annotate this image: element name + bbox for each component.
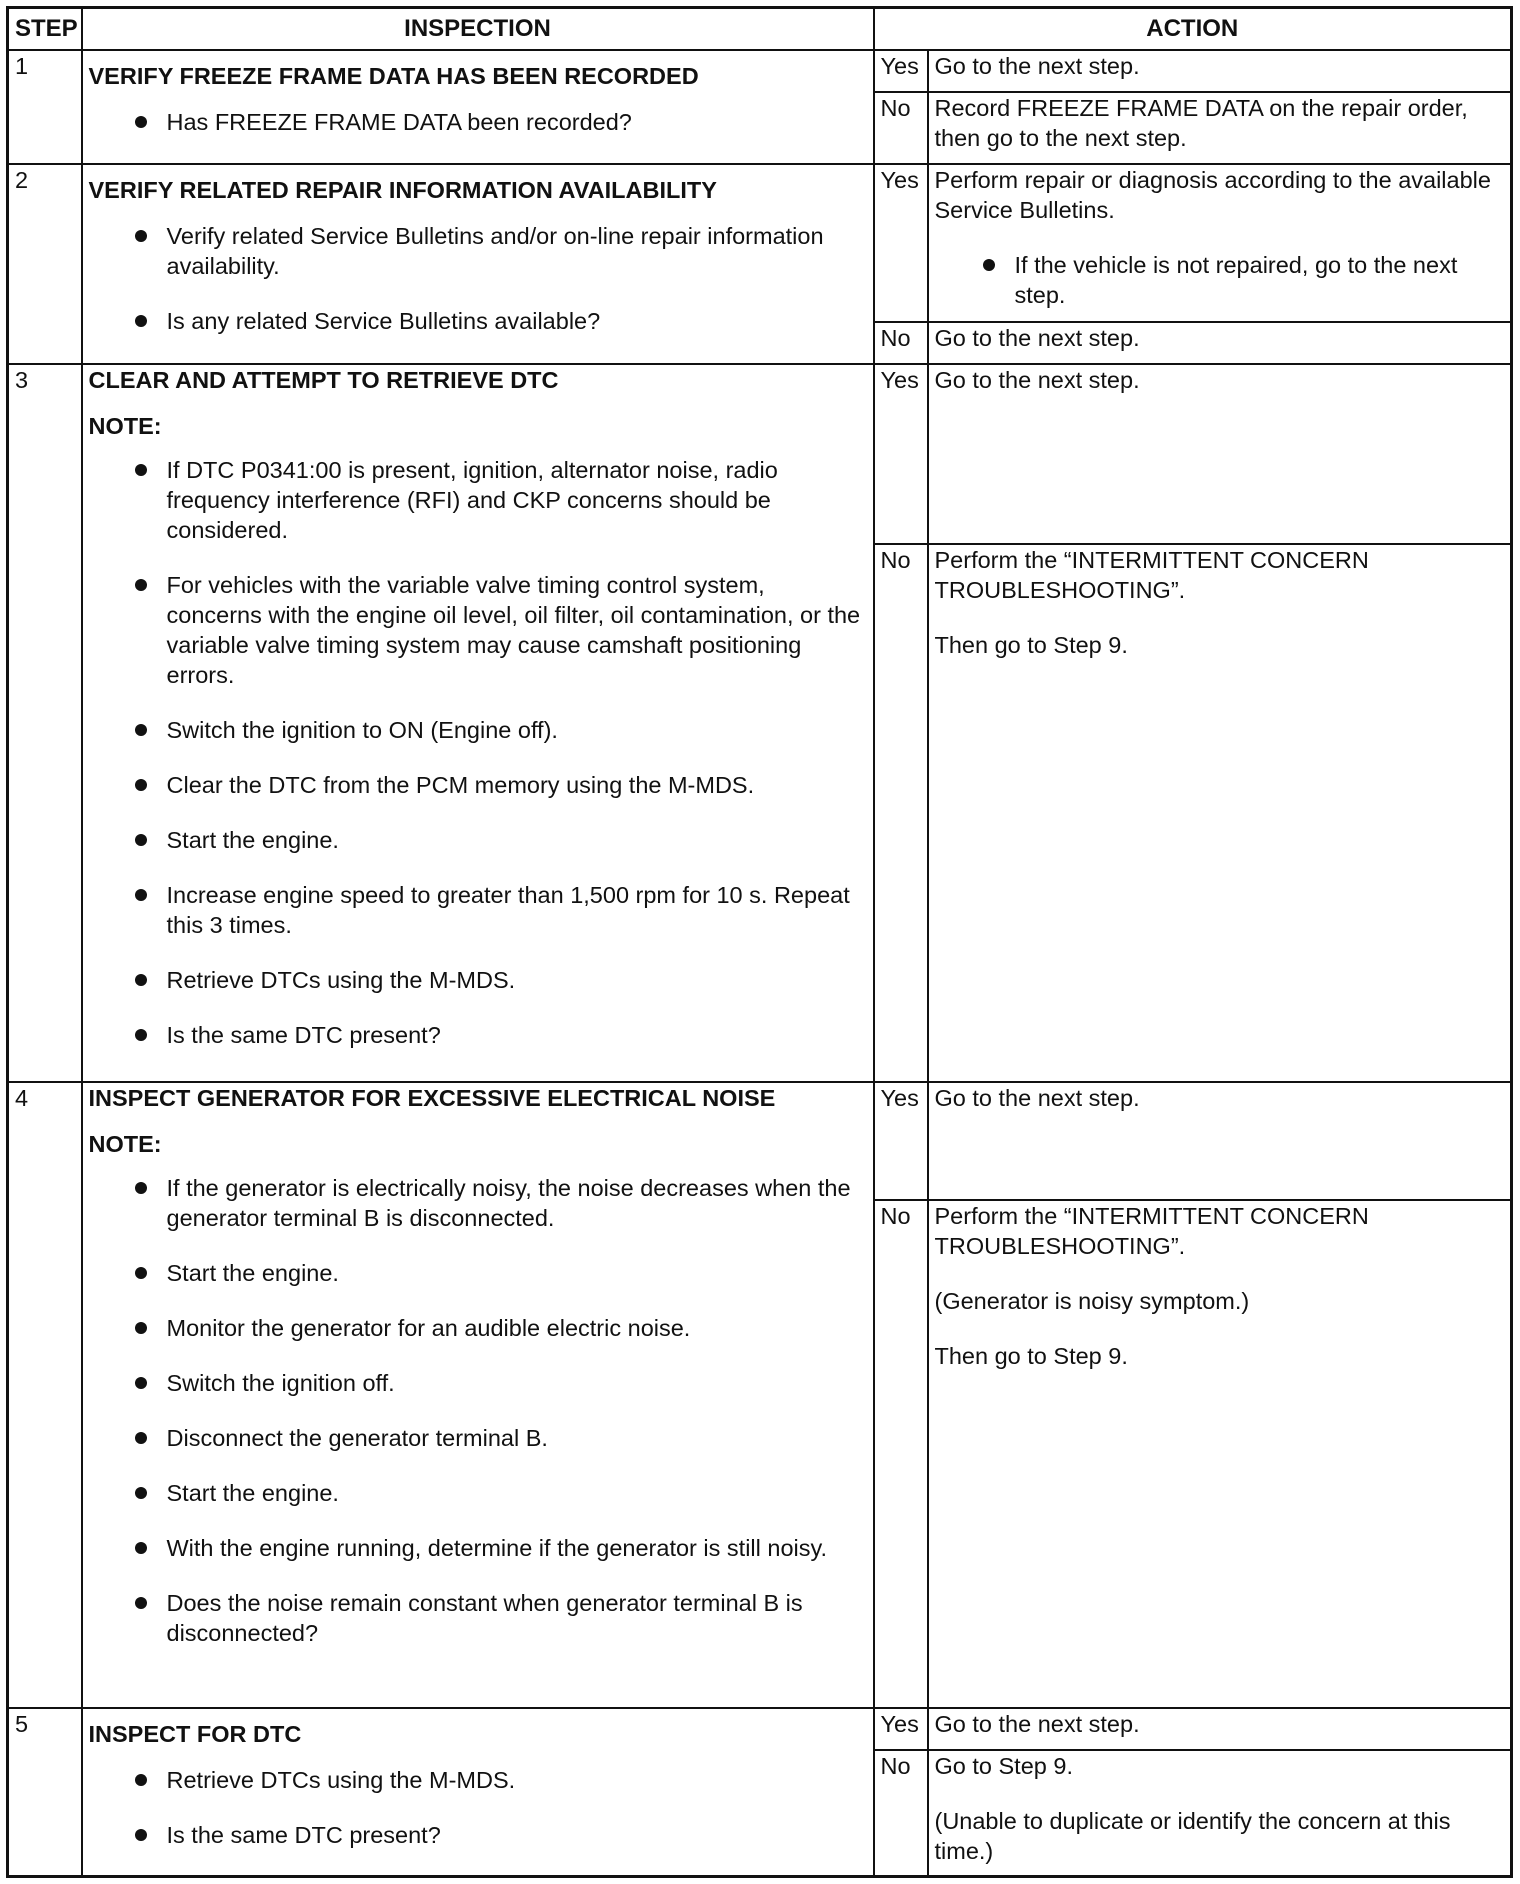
inspection-bullet: Is the same DTC present? <box>89 1820 867 1850</box>
header-step: STEP <box>8 8 82 51</box>
inspection-bullet: For vehicles with the variable valve timing control system, concerns with the engine oil level, oil filter, oil contamination, or the variable valve timing system may cause camshaft positioning errors. <box>89 570 867 690</box>
action-text: Go to the next step. <box>934 325 1140 351</box>
inspection-bullet: Retrieve DTCs using the M-MDS. <box>89 965 867 995</box>
step-inspection <box>82 164 874 364</box>
inspection-bullet: Is the same DTC present? <box>89 1020 867 1050</box>
step-number: 2 <box>8 164 82 364</box>
yes-action <box>928 164 1512 322</box>
inspection-bullet: Monitor the generator for an audible electric noise. <box>89 1313 867 1343</box>
action-text: Then go to Step 9. <box>934 632 1128 658</box>
no-label: No <box>874 544 928 1082</box>
step-number: 5 <box>8 1708 82 1877</box>
header-action: ACTION <box>874 8 1512 51</box>
inspection-bullet: If DTC P0341:00 is present, ignition, alternator noise, radio frequency interference (RFI) and CKP concerns should be considered. <box>89 455 867 545</box>
no-action <box>928 322 1512 364</box>
action-text: (Unable to duplicate or identify the concern at this time.) <box>934 1808 1451 1864</box>
no-label: No <box>874 322 928 364</box>
step-1-yes-row <box>8 50 1512 92</box>
inspection-bullet: With the engine running, determine if the generator is still noisy. <box>89 1533 867 1563</box>
action-text: Record FREEZE FRAME DATA on the repair order, then go to the next step. <box>934 95 1468 151</box>
action-text: Then go to Step 9. <box>934 1343 1128 1369</box>
action-text: Perform the “INTERMITTENT CONCERN TROUBLESHOOTING”. <box>934 1203 1369 1259</box>
inspection-bullet: Start the engine. <box>89 1478 867 1508</box>
yes-label: Yes <box>874 364 928 544</box>
inspection-bullet: Verify related Service Bulletins and/or on-line repair information availability. <box>89 221 867 281</box>
step-title: INSPECT FOR DTC <box>88 1721 302 1747</box>
inspection-bullet: Increase engine speed to greater than 1,500 rpm for 10 s. Repeat this 3 times. <box>89 880 867 940</box>
no-action <box>928 92 1512 164</box>
step-number: 3 <box>8 364 82 1082</box>
step-title: VERIFY FREEZE FRAME DATA HAS BEEN RECORDED <box>88 63 699 89</box>
action-text: (Generator is noisy symptom.) <box>934 1288 1250 1314</box>
inspection-bullet: Does the noise remain constant when generator terminal B is disconnected? <box>89 1588 867 1648</box>
header-inspection: INSPECTION <box>82 8 874 51</box>
step-5-yes-row <box>8 1708 1512 1750</box>
step-title: CLEAR AND ATTEMPT TO RETRIEVE DTC <box>88 367 559 393</box>
inspection-bullet: Switch the ignition to ON (Engine off). <box>89 715 867 745</box>
inspection-bullet: Clear the DTC from the PCM memory using the M-MDS. <box>89 770 867 800</box>
step-number: 4 <box>8 1082 82 1708</box>
step-3-yes-row <box>8 364 1512 544</box>
action-text: Perform the “INTERMITTENT CONCERN TROUBLESHOOTING”. <box>934 547 1369 603</box>
diagnostic-procedure-table <box>6 6 1513 1878</box>
inspection-bullets <box>89 1173 867 1648</box>
action-text: Go to Step 9. <box>934 1753 1073 1779</box>
yes-action <box>928 1082 1512 1200</box>
inspection-bullets <box>89 1765 867 1850</box>
no-action <box>928 1750 1512 1877</box>
no-action <box>928 544 1512 1082</box>
yes-action <box>928 364 1512 544</box>
yes-label: Yes <box>874 50 928 92</box>
inspection-bullet: Start the engine. <box>89 1258 867 1288</box>
step-inspection <box>82 50 874 164</box>
inspection-bullet: Switch the ignition off. <box>89 1368 867 1398</box>
yes-label: Yes <box>874 1082 928 1200</box>
yes-label: Yes <box>874 1708 928 1750</box>
step-inspection <box>82 1708 874 1877</box>
step-note-label: NOTE: <box>88 413 162 439</box>
action-sub-bullets <box>935 250 1505 310</box>
step-inspection <box>82 364 874 1082</box>
yes-action <box>928 50 1512 92</box>
inspection-bullet: If the generator is electrically noisy, the noise decreases when the generator terminal B is disconnected. <box>89 1173 867 1233</box>
inspection-bullet: Disconnect the generator terminal B. <box>89 1423 867 1453</box>
inspection-bullets <box>89 221 867 336</box>
action-text: Go to the next step. <box>934 367 1140 393</box>
no-action <box>928 1200 1512 1708</box>
inspection-bullet: Retrieve DTCs using the M-MDS. <box>89 1765 867 1795</box>
step-2-yes-row <box>8 164 1512 322</box>
step-inspection <box>82 1082 874 1708</box>
inspection-bullet: Is any related Service Bulletins available? <box>89 306 867 336</box>
step-number: 1 <box>8 50 82 164</box>
yes-label: Yes <box>874 164 928 322</box>
inspection-bullet: Start the engine. <box>89 825 867 855</box>
header-row <box>8 8 1512 51</box>
action-text: Perform repair or diagnosis according to the available Service Bulletins. <box>934 167 1491 223</box>
action-bullet: If the vehicle is not repaired, go to the next step. <box>935 250 1505 310</box>
step-title: INSPECT GENERATOR FOR EXCESSIVE ELECTRICAL NOISE <box>88 1085 776 1111</box>
no-label: No <box>874 92 928 164</box>
step-note-label: NOTE: <box>88 1131 162 1157</box>
action-text: Go to the next step. <box>934 1085 1140 1111</box>
step-title: VERIFY RELATED REPAIR INFORMATION AVAILABILITY <box>88 177 717 203</box>
inspection-bullet: Has FREEZE FRAME DATA been recorded? <box>89 107 867 137</box>
yes-action <box>928 1708 1512 1750</box>
action-text: Go to the next step. <box>934 53 1140 79</box>
inspection-bullets <box>89 455 867 1050</box>
step-4-yes-row <box>8 1082 1512 1200</box>
action-text: Go to the next step. <box>934 1711 1140 1737</box>
no-label: No <box>874 1750 928 1877</box>
inspection-bullets <box>89 107 867 137</box>
no-label: No <box>874 1200 928 1708</box>
